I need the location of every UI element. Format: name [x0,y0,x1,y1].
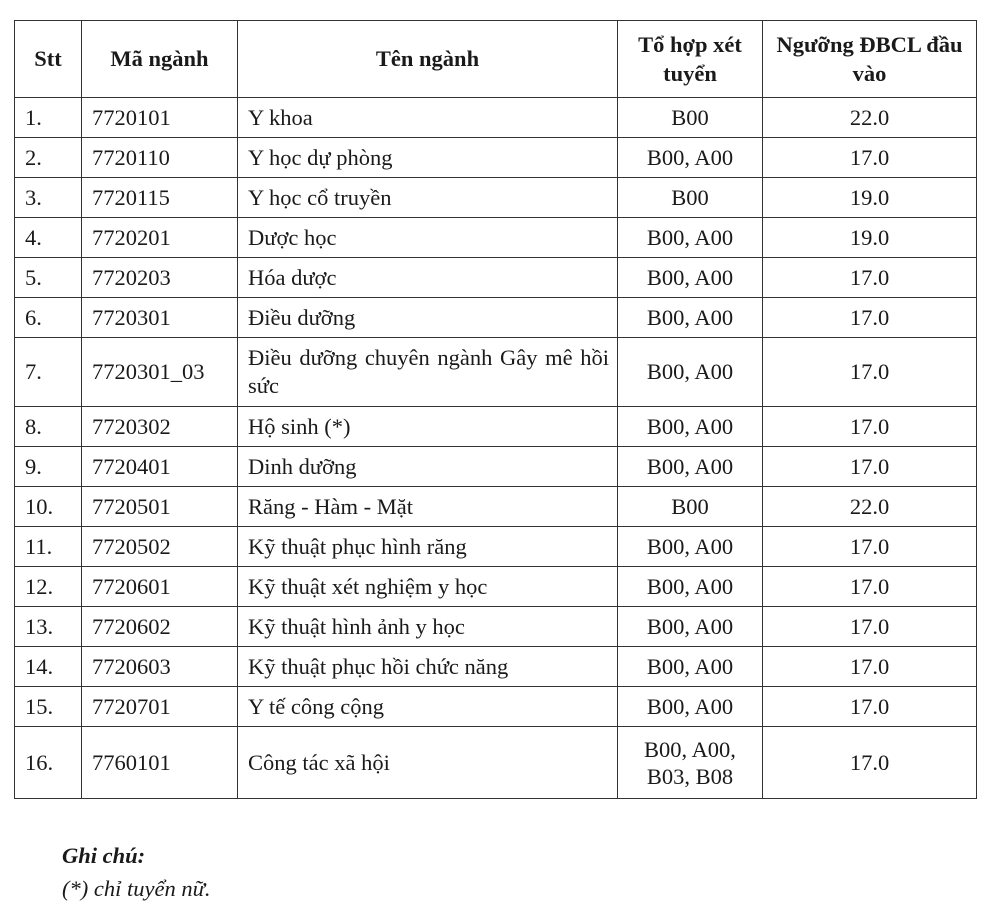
cell-score: 17.0 [763,338,977,407]
cell-score: 22.0 [763,487,977,527]
cell-code: 7720301_03 [82,338,238,407]
cell-stt: 14. [15,647,82,687]
cell-stt: 4. [15,218,82,258]
table-header-row [15,21,977,98]
cell-score: 17.0 [763,258,977,298]
cell-score: 17.0 [763,407,977,447]
cell-combo: B00 [618,98,763,138]
cell-code: 7720401 [82,447,238,487]
cell-code: 7720302 [82,407,238,447]
table-row [15,567,977,607]
header-name: Tên ngành [238,21,618,98]
table-row [15,298,977,338]
cell-combo: B00, A00 [618,138,763,178]
cell-combo: B00, A00 [618,647,763,687]
table-body [15,98,977,799]
table-row [15,607,977,647]
cell-name: Điều dưỡng chuyên ngành Gây mê hồi sức [238,338,618,407]
admission-threshold-table [14,20,977,799]
header-code: Mã ngành [82,21,238,98]
table-row [15,527,977,567]
cell-stt: 7. [15,338,82,407]
cell-stt: 9. [15,447,82,487]
cell-score: 17.0 [763,567,977,607]
cell-stt: 2. [15,138,82,178]
cell-name: Hóa dược [238,258,618,298]
cell-score: 17.0 [763,727,977,799]
cell-combo: B00, A00 [618,218,763,258]
cell-score: 17.0 [763,138,977,178]
cell-name: Kỹ thuật xét nghiệm y học [238,567,618,607]
cell-combo: B00, A00 [618,338,763,407]
cell-name: Dược học [238,218,618,258]
cell-stt: 8. [15,407,82,447]
cell-score: 17.0 [763,607,977,647]
cell-code: 7720701 [82,687,238,727]
table-row [15,218,977,258]
cell-stt: 16. [15,727,82,799]
cell-name: Y khoa [238,98,618,138]
table-row [15,687,977,727]
cell-code: 7720110 [82,138,238,178]
cell-code: 7720502 [82,527,238,567]
cell-stt: 11. [15,527,82,567]
cell-code: 7720501 [82,487,238,527]
cell-score: 17.0 [763,447,977,487]
cell-name: Kỹ thuật hình ảnh y học [238,607,618,647]
cell-score: 17.0 [763,298,977,338]
cell-stt: 12. [15,567,82,607]
cell-combo: B00, A00 [618,567,763,607]
cell-code: 7720301 [82,298,238,338]
cell-score: 19.0 [763,218,977,258]
header-score: Ngưỡng ĐBCL đầu vào [763,21,977,98]
cell-code: 7720115 [82,178,238,218]
cell-code: 7720201 [82,218,238,258]
cell-stt: 13. [15,607,82,647]
cell-combo: B00, A00 [618,687,763,727]
cell-name: Dinh dưỡng [238,447,618,487]
cell-combo: B00, A00 [618,298,763,338]
cell-code: 7720602 [82,607,238,647]
cell-name: Răng - Hàm - Mặt [238,487,618,527]
cell-stt: 1. [15,98,82,138]
table-row [15,338,977,407]
cell-code: 7760101 [82,727,238,799]
cell-combo: B00, A00 [618,258,763,298]
cell-name: Công tác xã hội [238,727,618,799]
cell-combo: B00, A00, B03, B08 [618,727,763,799]
cell-name: Y tế công cộng [238,687,618,727]
table-row [15,98,977,138]
cell-stt: 6. [15,298,82,338]
header-stt: Stt [15,21,82,98]
cell-combo: B00, A00 [618,407,763,447]
cell-name: Kỹ thuật phục hình răng [238,527,618,567]
header-combo: Tổ hợp xét tuyển [618,21,763,98]
cell-score: 22.0 [763,98,977,138]
table-row [15,178,977,218]
table-row [15,727,977,799]
admission-table-container [14,20,977,799]
table-row [15,258,977,298]
cell-stt: 5. [15,258,82,298]
cell-score: 19.0 [763,178,977,218]
cell-combo: B00 [618,487,763,527]
cell-score: 17.0 [763,687,977,727]
cell-combo: B00, A00 [618,607,763,647]
cell-combo: B00, A00 [618,447,763,487]
cell-name: Hộ sinh (*) [238,407,618,447]
cell-score: 17.0 [763,647,977,687]
cell-combo: B00 [618,178,763,218]
cell-name: Y học cổ truyền [238,178,618,218]
cell-code: 7720203 [82,258,238,298]
table-row [15,447,977,487]
cell-stt: 10. [15,487,82,527]
cell-code: 7720101 [82,98,238,138]
notes-section [62,840,210,905]
table-row [15,487,977,527]
table-row [15,647,977,687]
cell-code: 7720603 [82,647,238,687]
table-row [15,138,977,178]
table-row [15,407,977,447]
notes-title: Ghi chú: [62,843,146,868]
cell-name: Kỹ thuật phục hồi chức năng [238,647,618,687]
notes-text: (*) chỉ tuyển nữ. [62,875,211,901]
cell-stt: 15. [15,687,82,727]
cell-code: 7720601 [82,567,238,607]
cell-name: Y học dự phòng [238,138,618,178]
cell-score: 17.0 [763,527,977,567]
cell-combo: B00, A00 [618,527,763,567]
cell-name: Điều dưỡng [238,298,618,338]
cell-stt: 3. [15,178,82,218]
